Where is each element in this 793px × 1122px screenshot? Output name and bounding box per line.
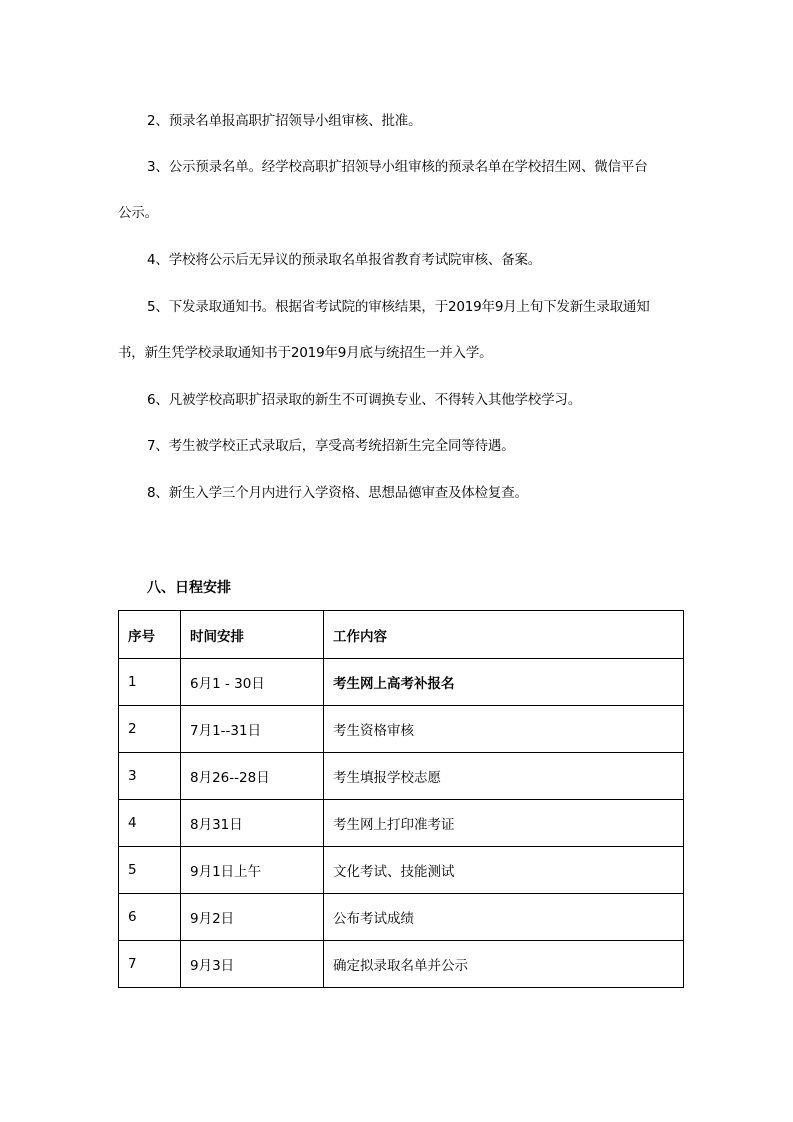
cell-seq: 5: [119, 847, 181, 894]
cell-seq: 4: [119, 800, 181, 847]
cell-content: 确定拟录取名单并公示: [324, 941, 684, 988]
cell-seq: 6: [119, 894, 181, 941]
paragraph-item-7: 7、考生被学校正式录取后，享受高考统招新生完全同等待遇。: [147, 438, 515, 454]
table-row: [119, 659, 684, 706]
cell-time: 8月26--28日: [181, 753, 324, 800]
schedule-table: [118, 610, 684, 988]
cell-time: 9月2日: [181, 894, 324, 941]
paragraph-item-5-continuation: 书，新生凭学校录取通知书于2019年9月底与统招生一并入学。: [118, 345, 493, 361]
cell-content: 考生资格审核: [324, 706, 684, 753]
table-row: [119, 941, 684, 988]
paragraph-item-3: 3、公示预录名单。经学校高职扩招领导小组审核的预录名单在学校招生网、微信平台: [147, 159, 648, 175]
table-row: [119, 753, 684, 800]
section-title: 八、日程安排: [147, 580, 231, 596]
cell-time: 9月3日: [181, 941, 324, 988]
cell-time: 9月1日上午: [181, 847, 324, 894]
paragraph-item-2: 2、预录名单报高职扩招领导小组审核、批准。: [147, 113, 422, 129]
paragraph-item-3-continuation: 公示。: [118, 205, 158, 221]
header-content: 工作内容: [324, 611, 684, 659]
cell-time: 6月1 - 30日: [181, 659, 324, 706]
table-row: [119, 800, 684, 847]
cell-seq: 3: [119, 753, 181, 800]
header-time: 时间安排: [181, 611, 324, 659]
cell-content: 考生填报学校志愿: [324, 753, 684, 800]
cell-seq: 1: [119, 659, 181, 706]
table-row: [119, 706, 684, 753]
cell-seq: 2: [119, 706, 181, 753]
table-row: [119, 894, 684, 941]
cell-content: 考生网上高考补报名: [324, 659, 684, 706]
cell-seq: 7: [119, 941, 181, 988]
paragraph-item-5: 5、下发录取通知书。根据省考试院的审核结果，于2019年9月上旬下发新生录取通知: [147, 299, 650, 315]
paragraph-item-4: 4、学校将公示后无异议的预录取名单报省教育考试院审核、备案。: [147, 252, 542, 268]
paragraph-item-8: 8、新生入学三个月内进行入学资格、思想品德审查及体检复查。: [147, 485, 528, 501]
paragraph-item-6: 6、凡被学校高职扩招录取的新生不可调换专业、不得转入其他学校学习。: [147, 392, 581, 408]
header-seq: 序号: [119, 611, 181, 659]
cell-time: 8月31日: [181, 800, 324, 847]
cell-content: 公布考试成绩: [324, 894, 684, 941]
cell-time: 7月1--31日: [181, 706, 324, 753]
table-header-row: [119, 611, 684, 659]
cell-content: 考生网上打印准考证: [324, 800, 684, 847]
table-row: [119, 847, 684, 894]
cell-content: 文化考试、技能测试: [324, 847, 684, 894]
